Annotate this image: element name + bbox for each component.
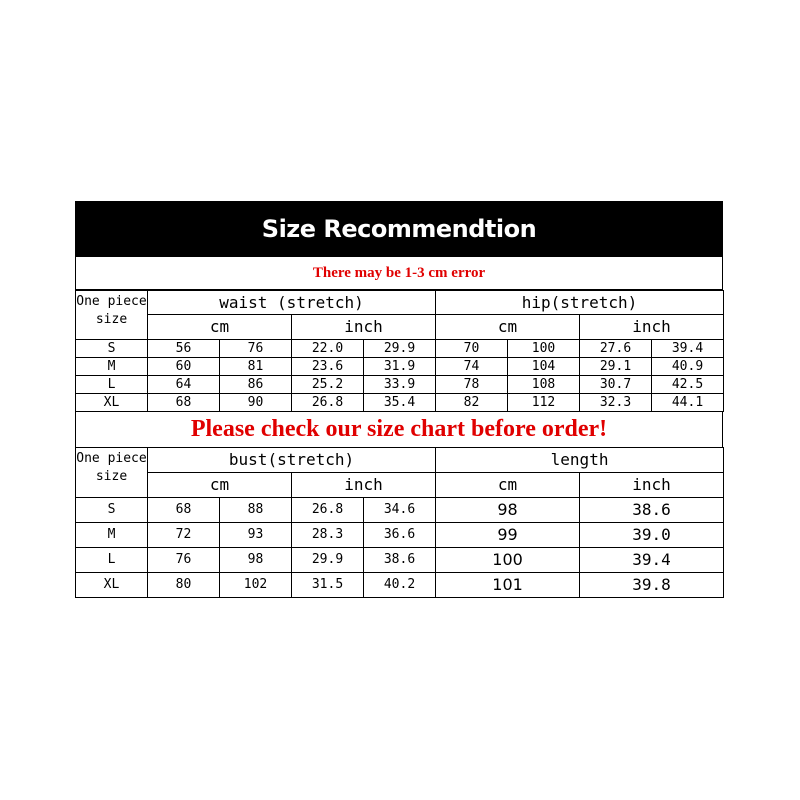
waist-header: waist (stretch) [148,291,436,315]
value-cell: 68 [148,394,220,412]
value-cell: 28.3 [292,523,364,548]
unit-header: cm [148,315,292,340]
value-cell: 44.1 [652,394,724,412]
error-note: There may be 1-3 cm error [75,257,723,290]
unit-header: inch [292,315,436,340]
table-row [76,376,724,394]
size-cell: L [76,376,148,394]
size-cell: L [76,548,148,573]
value-cell: 112 [508,394,580,412]
value-cell: 104 [508,358,580,376]
value-cell: 100 [436,548,580,573]
value-cell: 108 [508,376,580,394]
value-cell: 93 [220,523,292,548]
value-cell: 40.9 [652,358,724,376]
value-cell: 29.1 [580,358,652,376]
value-cell: 39.0 [580,523,724,548]
table-row [76,523,724,548]
value-cell: 100 [508,340,580,358]
value-cell: 23.6 [292,358,364,376]
value-cell: 32.3 [580,394,652,412]
size-chart-warning: Please check our size chart before order! [75,412,723,447]
table-row [76,394,724,412]
unit-header: cm [436,473,580,498]
value-cell: 81 [220,358,292,376]
value-cell: 27.6 [580,340,652,358]
table-row [76,573,724,598]
value-cell: 78 [436,376,508,394]
bust-length-table [75,447,724,598]
size-cell: M [76,358,148,376]
value-cell: 40.2 [364,573,436,598]
unit-header: inch [580,315,724,340]
size-cell: M [76,523,148,548]
value-cell: 60 [148,358,220,376]
value-cell: 99 [436,523,580,548]
value-cell: 98 [436,498,580,523]
size-cell: XL [76,394,148,412]
value-cell: 74 [436,358,508,376]
size-header: One piece size [76,291,148,340]
value-cell: 25.2 [292,376,364,394]
table-row [76,498,724,523]
value-cell: 42.5 [652,376,724,394]
size-cell: S [76,340,148,358]
value-cell: 56 [148,340,220,358]
value-cell: 101 [436,573,580,598]
chart-title: Size Recommendtion [75,201,723,257]
unit-header: inch [292,473,436,498]
value-cell: 39.8 [580,573,724,598]
waist-hip-table [75,290,724,412]
value-cell: 33.9 [364,376,436,394]
value-cell: 29.9 [292,548,364,573]
value-cell: 88 [220,498,292,523]
value-cell: 22.0 [292,340,364,358]
size-cell: XL [76,573,148,598]
value-cell: 36.6 [364,523,436,548]
value-cell: 38.6 [364,548,436,573]
value-cell: 34.6 [364,498,436,523]
size-chart [75,201,723,598]
value-cell: 86 [220,376,292,394]
value-cell: 102 [220,573,292,598]
table-row [76,548,724,573]
value-cell: 64 [148,376,220,394]
value-cell: 98 [220,548,292,573]
value-cell: 31.9 [364,358,436,376]
value-cell: 31.5 [292,573,364,598]
value-cell: 35.4 [364,394,436,412]
unit-header: inch [580,473,724,498]
value-cell: 76 [148,548,220,573]
value-cell: 76 [220,340,292,358]
value-cell: 82 [436,394,508,412]
value-cell: 90 [220,394,292,412]
hip-header: hip(stretch) [436,291,724,315]
value-cell: 39.4 [652,340,724,358]
size-cell: S [76,498,148,523]
value-cell: 29.9 [364,340,436,358]
unit-header: cm [436,315,580,340]
value-cell: 26.8 [292,498,364,523]
value-cell: 68 [148,498,220,523]
unit-header: cm [148,473,292,498]
size-header: One piece size [76,448,148,498]
value-cell: 72 [148,523,220,548]
value-cell: 38.6 [580,498,724,523]
value-cell: 30.7 [580,376,652,394]
value-cell: 39.4 [580,548,724,573]
value-cell: 70 [436,340,508,358]
length-header: length [436,448,724,473]
bust-header: bust(stretch) [148,448,436,473]
value-cell: 26.8 [292,394,364,412]
table-row [76,340,724,358]
table-row [76,358,724,376]
value-cell: 80 [148,573,220,598]
